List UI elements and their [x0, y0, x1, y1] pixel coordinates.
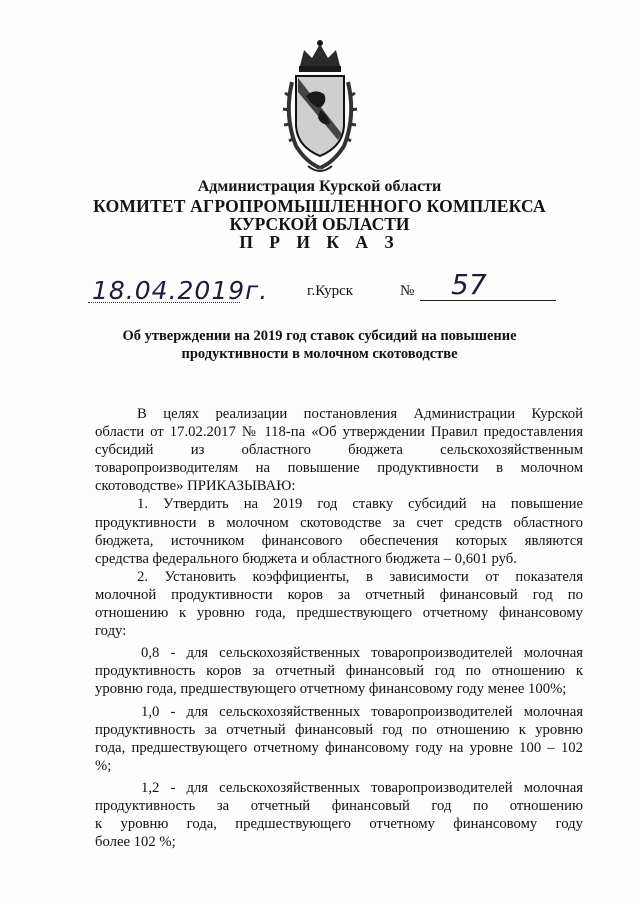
administration-name: Администрация Курской области — [197, 178, 442, 195]
body-line: %; — [95, 757, 112, 774]
body-line: 2. Установить коэффициенты, в зависимости от показателя — [137, 568, 583, 585]
order-title-line-1: Об утверждении на 2019 год ставок субсидий на повышение — [122, 328, 517, 344]
number-underline — [420, 300, 556, 301]
paragraph-preamble — [95, 405, 583, 495]
coat-of-arms-emblem — [278, 36, 362, 180]
paragraph-coefficient-1-2 — [95, 779, 583, 851]
region-name: КУРСКОЙ ОБЛАСТИ — [229, 214, 410, 234]
body-line: уровню года, предшествующего отчетному финансовому году менее 100%; — [95, 681, 567, 698]
paragraph-coefficient-0-8 — [95, 644, 583, 698]
body-line: 1,0 - для сельскохозяйственных товаропроизводителей молочная — [141, 703, 583, 720]
number-sign: № — [400, 283, 415, 299]
body-line: года, предшествующего отчетному финансовому году на уровне 100 – 102 — [95, 739, 583, 756]
body-line: к уровню года, предшествующего отчетному финансовому году — [95, 816, 583, 833]
body-line: молочной продуктивности коров за отчетный финансовый год по — [95, 586, 583, 603]
body-line: 0,8 - для сельскохозяйственных товаропроизводителей молочная — [141, 645, 583, 662]
paragraph-coefficient-1-0 — [95, 703, 583, 775]
order-date: 18.04.2019г. — [92, 276, 269, 305]
body-line: области от 17.02.2017 № 118-па «Об утверждении Правил предоставления — [95, 424, 583, 441]
body-line: субсидий из областного бюджета сельскохозяйственным — [95, 442, 583, 459]
body-line: 1. Утвердить на 2019 год ставку субсидий на повышение — [137, 496, 583, 513]
body-line: продуктивность за отчетный финансовый год по отношению к уровню — [95, 721, 583, 738]
document-type: П Р И К А З — [239, 232, 400, 252]
body-line: более 102 %; — [95, 834, 176, 851]
date-underline — [88, 302, 240, 303]
body-line: бюджета, источником финансового обеспечения которых являются — [95, 532, 583, 549]
committee-name: КОМИТЕТ АГРОПРОМЫШЛЕННОГО КОМПЛЕКСА — [93, 196, 546, 216]
paragraph-item-2 — [95, 568, 583, 640]
body-line: продуктивность за отчетный финансовый год по отношению — [95, 797, 583, 814]
body-line: году: — [95, 623, 127, 640]
body-line: отношению к уровню года, предшествующего отчетному финансовому — [95, 605, 583, 622]
body-line: товаропроизводителям на повышение продуктивности в молочном — [95, 460, 583, 477]
body-line: 1,2 - для сельскохозяйственных товаропроизводителей молочная — [141, 779, 583, 796]
body-line: В целях реализации постановления Администрации Курской — [137, 406, 583, 422]
body-line: скотоводстве» ПРИКАЗЫВАЮ: — [95, 478, 296, 495]
body-line: продуктивность коров за отчетный финансовый год по отношению к — [95, 663, 583, 680]
order-number: 57 — [451, 268, 487, 301]
body-line: средства федерального бюджета и областного бюджета – 0,601 руб. — [95, 550, 517, 567]
paragraph-item-1 — [95, 495, 583, 567]
order-body — [95, 405, 583, 851]
order-title-line-2: продуктивности в молочном скотоводстве — [181, 346, 458, 362]
order-city: г.Курск — [307, 283, 354, 299]
body-line: продуктивности в молочном скотоводстве за счет средств областного — [95, 514, 583, 531]
